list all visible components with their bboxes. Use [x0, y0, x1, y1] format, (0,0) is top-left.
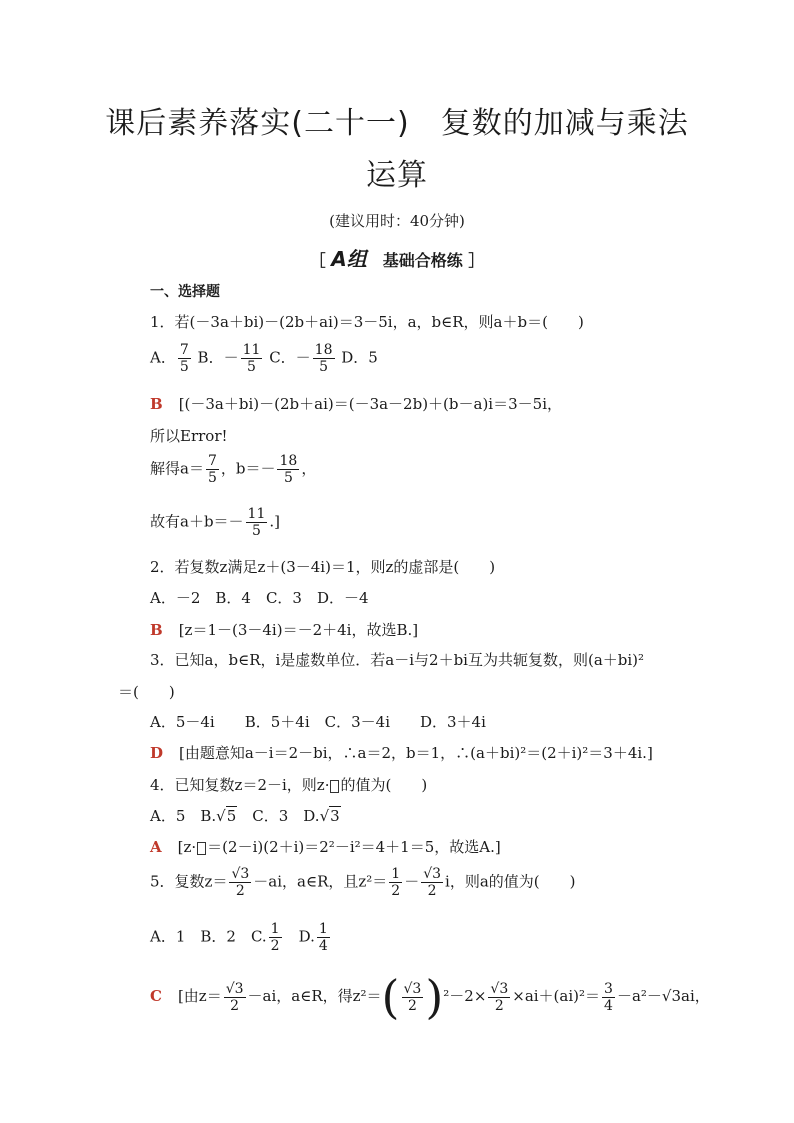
q5-stem-e: i，则a的值为( ): [445, 872, 576, 891]
suggested-time: (建议用时：40分钟): [329, 212, 465, 230]
q5-stem-a: 5．复数z＝: [150, 872, 228, 891]
q5-answer: C: [150, 987, 162, 1005]
q1-sol3-frac2: [277, 453, 299, 486]
frac-num: 7: [207, 453, 217, 469]
q1-sol4-b: .]: [269, 512, 280, 531]
group-letter-logo: A组: [331, 247, 367, 271]
q2-stem: 2．若复数z满足z＋(3－4i)＝1，则z的虚部是( ): [150, 558, 496, 576]
q5-opt-b: D.: [283, 927, 315, 946]
q4-solution: [150, 836, 501, 857]
q1-solution-3: [150, 453, 316, 486]
q5-options: [150, 921, 332, 954]
q5-sol-frac-4: [602, 981, 615, 1014]
sqrt-icon: √3: [319, 807, 340, 825]
frac-den: 2: [230, 997, 240, 1014]
title-line-2: 运算: [366, 158, 428, 193]
group-heading: ［ A组 基础合格练 ］: [309, 247, 485, 271]
q1-sol3-b: ，b＝－: [220, 459, 276, 478]
q5-sol-frac-2: [402, 981, 424, 1014]
q5-frac-2: [389, 866, 402, 899]
q1-solution-4: [150, 506, 280, 539]
q3-options: A．5－4i B．5＋4i C．3－4i D．3＋4i: [150, 713, 486, 731]
q1-opt-b: B．－: [197, 348, 239, 367]
frac-num: 7: [179, 342, 189, 358]
q1-sol4-a: 故有a＋b＝－: [150, 512, 244, 531]
frac-num: √3: [225, 980, 244, 997]
q4-sol-a: [z·: [177, 838, 197, 856]
q4-opt-c: C．3 D.: [237, 807, 320, 825]
frac-num: 3: [604, 980, 613, 997]
q3-solution: [150, 742, 653, 763]
q2-options: A．－2 B．4 C．3 D．－4: [150, 589, 369, 607]
frac-den: 2: [407, 997, 417, 1014]
frac-den: 5: [179, 359, 189, 375]
q1-sol3-c: ，: [301, 459, 317, 478]
sqrt-icon: √5: [216, 807, 237, 825]
q4-stem-b: 的值为( ): [340, 776, 428, 794]
q5-opt-frac-c: [269, 921, 282, 954]
q3-stem-1: 3．已知a，b∈R，i是虚数单位．若a－i与2＋bi互为共轭复数，则(a＋bi)²: [150, 651, 645, 669]
q1-options: [150, 342, 378, 375]
q1-answer: B: [150, 395, 163, 413]
q1-opt-d: D．5: [341, 348, 378, 367]
q4-opt-d: 3: [330, 807, 340, 825]
q5-sol-b: －ai，a∈R，得z²＝: [247, 987, 382, 1005]
q5-stem: [150, 866, 576, 899]
q5-frac-3: [421, 866, 443, 899]
frac-num: √3: [231, 866, 250, 882]
q3-stem-2: ＝( ): [118, 683, 175, 701]
right-paren-icon: ): [425, 970, 444, 1024]
q3-answer: D: [150, 744, 164, 762]
q1-opt-c-frac: [313, 342, 335, 375]
q5-opt-a: A．1 B．2 C.: [150, 927, 267, 946]
frac-num: √3: [403, 980, 422, 997]
frac-den: 5: [207, 470, 217, 486]
q4-options: [150, 805, 341, 826]
q4-opt-a: A．5 B.: [150, 807, 217, 825]
q1-solution-1: [150, 393, 562, 414]
frac-num: √3: [423, 866, 442, 882]
q5-stem-b: －ai，a∈R，且z²＝: [253, 872, 388, 891]
q4-opt-b: 5: [226, 807, 237, 825]
group-label: 基础合格练: [382, 251, 463, 270]
frac-den: 5: [252, 523, 261, 539]
frac-den: 5: [319, 359, 329, 375]
q1-opt-a-frac: [178, 342, 191, 375]
conjugate-placeholder-icon: [197, 842, 206, 855]
title-line-1: 课后素养落实(二十一) 复数的加减与乘法: [105, 106, 689, 141]
frac-den: 5: [283, 470, 293, 486]
frac-den: 4: [318, 938, 328, 954]
frac-num: 18: [314, 342, 333, 358]
q5-sol-a: [由z＝: [177, 987, 222, 1005]
frac-den: 2: [270, 938, 280, 954]
q1-sol-text: [(－3a＋bi)－(2b＋ai)＝(－3a－2b)＋(b－a)i＝3－5i，: [178, 395, 562, 413]
q1-opt-a: A．: [150, 348, 176, 367]
q2-sol-text: [z＝1－(3－4i)＝－2＋4i，故选B.]: [178, 621, 419, 639]
frac-den: 2: [494, 997, 504, 1014]
frac-num: 1: [318, 921, 328, 937]
q1-opt-b-frac: [241, 342, 263, 375]
q5-opt-frac-d: [317, 921, 330, 954]
q5-stem-c: －: [404, 872, 420, 891]
frac-den: 2: [427, 883, 437, 899]
q5-frac-1: [229, 866, 251, 899]
q4-stem-a: 4．已知复数z＝2－i，则z·: [150, 776, 330, 794]
q2-solution: [150, 619, 418, 640]
q1-sol4-frac: [246, 506, 268, 539]
frac-num: 11: [242, 342, 261, 358]
q1-solution-2: 所以Error!: [150, 427, 228, 445]
q4-stem: [150, 774, 427, 795]
frac-num: 1: [391, 866, 401, 882]
q3-sol-text: [由题意知a－i＝2－bi，∴a＝2，b＝1，∴(a＋bi)²＝(2＋i)²＝3＋4i.]: [179, 744, 653, 762]
q5-sol-e: ×ai＋(ai)²＝: [512, 987, 601, 1005]
frac-den: 4: [604, 997, 613, 1014]
frac-num: 1: [270, 921, 280, 937]
q4-sol-b: ＝(2－i)(2＋i)＝2²－i²＝4＋1＝5，故选A.]: [207, 838, 501, 856]
q5-sol-f: －a²－√3ai，: [616, 987, 710, 1005]
frac-den: 5: [247, 359, 256, 375]
frac-den: 2: [391, 883, 401, 899]
q5-sol-frac-3: [488, 981, 510, 1014]
q5-sol-frac-1: [224, 981, 246, 1014]
frac-num: 11: [247, 506, 266, 522]
q4-answer: A: [150, 838, 162, 856]
q5-solution: [150, 970, 710, 1024]
left-paren-icon: (: [381, 970, 400, 1024]
frac-num: √3: [490, 980, 509, 997]
q1-opt-c: C．－: [269, 348, 311, 367]
q2-answer: B: [150, 621, 163, 639]
conjugate-placeholder-icon: [330, 780, 339, 793]
section-heading: 一、选择题: [150, 284, 220, 300]
q1-sol3-a: 解得a＝: [150, 459, 204, 478]
q1-stem: 1．若(－3a＋bi)－(2b＋ai)＝3－5i，a，b∈R，则a＋b＝( ): [150, 313, 584, 331]
q1-sol3-frac1: [206, 453, 219, 486]
q5-sol-c: ²－2×: [443, 987, 487, 1005]
frac-den: 2: [235, 883, 245, 899]
frac-num: 18: [279, 453, 298, 469]
